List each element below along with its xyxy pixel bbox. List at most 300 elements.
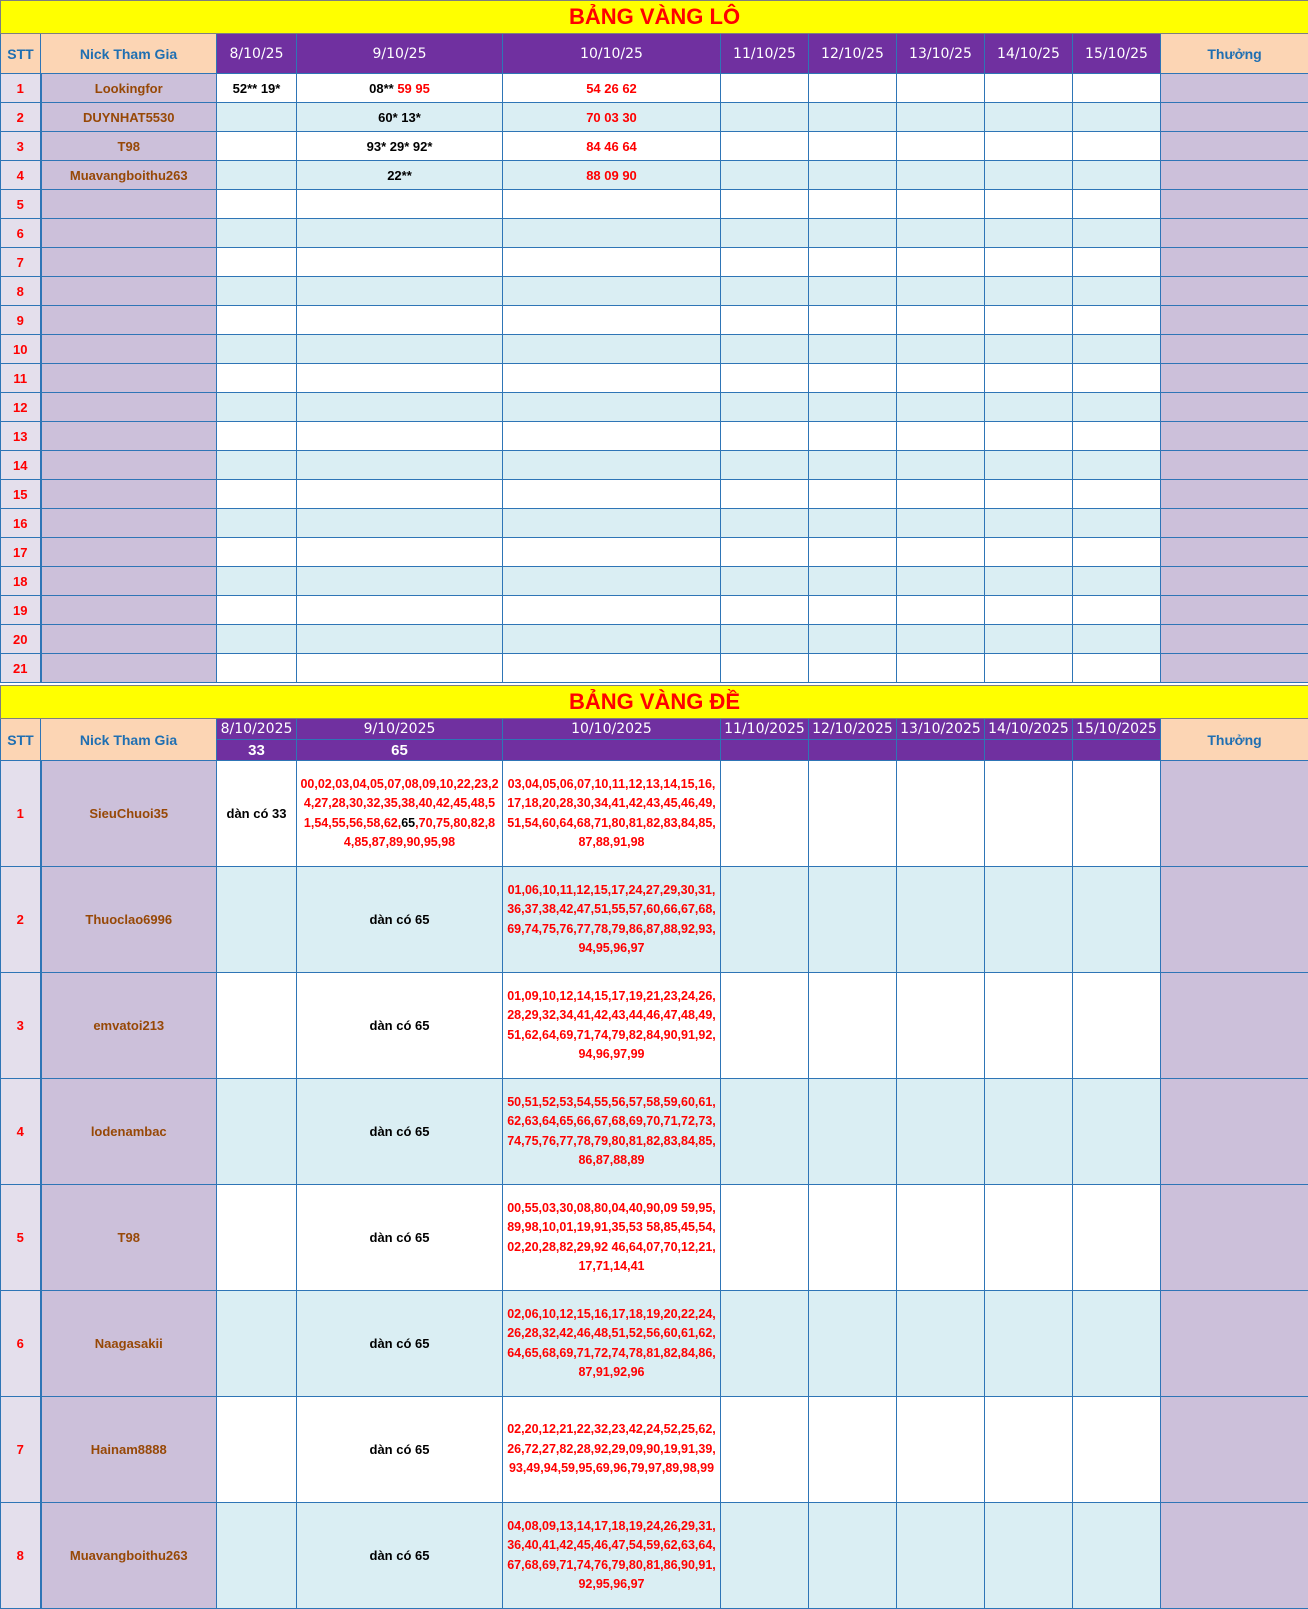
thuong-header: Thưởng — [1161, 719, 1308, 761]
pick-cell — [1073, 161, 1161, 190]
pick-cell — [897, 538, 985, 567]
pick-cell — [721, 480, 809, 509]
pick-cell — [1073, 103, 1161, 132]
pick-cell — [897, 248, 985, 277]
nick-cell — [41, 364, 217, 393]
pick-cell — [809, 422, 897, 451]
nick-cell — [41, 654, 217, 683]
pick-cell — [297, 480, 503, 509]
table-row — [1, 1397, 1308, 1503]
pick-cell — [985, 538, 1073, 567]
row-number: 2 — [1, 103, 41, 132]
pick-cell: dàn có 65 — [297, 1079, 503, 1185]
pick-cell — [721, 422, 809, 451]
table-row — [1, 480, 1308, 509]
pick-cell: dàn có 33 — [217, 761, 297, 867]
date-header: 13/10/2025 — [897, 719, 985, 740]
pick-cell — [217, 248, 297, 277]
pick-cell — [1073, 1079, 1161, 1185]
pick-cell — [217, 451, 297, 480]
pick-cell — [985, 74, 1073, 103]
nick-cell — [41, 248, 217, 277]
pick-cell — [503, 538, 721, 567]
nick-cell — [41, 393, 217, 422]
pick-cell: 02,06,10,12,15,16,17,18,19,20,22,24,26,28,32,42,46,48,51,52,56,60,61,62,64,65,68,69,71,72,74,78,81,82,84,86,87,91,92,96 — [503, 1291, 721, 1397]
thuong-cell — [1161, 567, 1308, 596]
pick-cell — [503, 509, 721, 538]
table-row — [1, 567, 1308, 596]
pick-cell — [1073, 335, 1161, 364]
pick-cell — [1073, 74, 1161, 103]
nick-cell: T98 — [41, 1185, 217, 1291]
row-number: 21 — [1, 654, 41, 683]
table-row — [1, 509, 1308, 538]
row-number: 5 — [1, 1185, 41, 1291]
pick-cell — [897, 1291, 985, 1397]
table-row — [1, 248, 1308, 277]
row-number: 5 — [1, 190, 41, 219]
date-header: 15/10/2025 — [1073, 719, 1161, 740]
pick-cell: 04,08,09,13,14,17,18,19,24,26,29,31,36,40,41,42,45,46,47,54,59,62,63,64,67,68,69,71,74,76,79,80,81,86,90,91,92,95,96,97 — [503, 1503, 721, 1609]
pick-part: 22** — [387, 168, 412, 183]
pick-cell — [985, 219, 1073, 248]
pick-cell — [217, 625, 297, 654]
pick-cell — [809, 335, 897, 364]
pick-cell: 84 46 64 — [503, 132, 721, 161]
pick-cell — [297, 451, 503, 480]
pick-cell — [217, 306, 297, 335]
pick-cell — [503, 335, 721, 364]
result-cell: 33 — [217, 740, 297, 761]
pick-cell — [217, 1397, 297, 1503]
row-number: 2 — [1, 867, 41, 973]
pick-cell — [985, 190, 1073, 219]
pick-cell: 88 09 90 — [503, 161, 721, 190]
nick-cell: Hainam8888 — [41, 1397, 217, 1503]
pick-part: 00,02,03,04,05,07,08,09,10,22,23,24,27,28,30,32,35,38,40,42,45,48,51,54,55,56,58,62, — [300, 777, 498, 830]
pick-cell — [985, 480, 1073, 509]
pick-cell: 03,04,05,06,07,10,11,12,13,14,15,16,17,18,20,28,30,34,41,42,43,45,46,49,51,54,60,64,68,71,80,81,82,83,84,85,87,88,91,98 — [503, 761, 721, 867]
pick-cell — [297, 538, 503, 567]
table-row — [1, 538, 1308, 567]
pick-cell — [809, 277, 897, 306]
table-row — [1, 74, 1308, 103]
pick-cell — [809, 596, 897, 625]
row-number: 18 — [1, 567, 41, 596]
pick-cell — [217, 1291, 297, 1397]
pick-cell — [985, 306, 1073, 335]
date-header: 12/10/25 — [809, 34, 897, 74]
date-header: 14/10/2025 — [985, 719, 1073, 740]
pick-cell: 02,20,12,21,22,32,23,42,24,52,25,62,26,72,27,82,28,92,29,09,90,19,91,39,93,49,94,59,95,69,96,79,97,89,98,99 — [503, 1397, 721, 1503]
pick-cell — [217, 190, 297, 219]
thuong-cell — [1161, 451, 1308, 480]
pick-cell — [985, 364, 1073, 393]
thuong-cell — [1161, 422, 1308, 451]
nick-cell: Naagasakii — [41, 1291, 217, 1397]
pick-cell — [297, 761, 503, 867]
pick-cell — [217, 1079, 297, 1185]
table-row — [1, 306, 1308, 335]
pick-cell — [503, 422, 721, 451]
table-row — [1, 973, 1308, 1079]
pick-cell — [721, 1503, 809, 1609]
pick-cell: 50,51,52,53,54,55,56,57,58,59,60,61,62,63,64,65,66,67,68,69,70,71,72,73,74,75,76,77,78,79,80,81,82,83,84,85,86,87,88,89 — [503, 1079, 721, 1185]
nick-cell — [41, 451, 217, 480]
pick-cell: dàn có 65 — [297, 1503, 503, 1609]
date-header: 10/10/2025 — [503, 719, 721, 740]
pick-cell — [721, 509, 809, 538]
row-number: 15 — [1, 480, 41, 509]
pick-cell — [503, 625, 721, 654]
nick-cell — [41, 335, 217, 364]
nick-header: Nick Tham Gia — [41, 34, 217, 74]
pick-cell — [985, 277, 1073, 306]
nick-cell: Muavangboithu263 — [41, 161, 217, 190]
pick-cell — [297, 509, 503, 538]
pick-cell — [297, 248, 503, 277]
pick-part: 93* 29* 92* — [367, 139, 433, 154]
nick-cell — [41, 567, 217, 596]
pick-cell — [1073, 596, 1161, 625]
pick-cell: 00,55,03,30,08,80,04,40,90,09 59,95,89,98,10,01,19,91,35,53 58,85,45,54,02,20,28,82,29,92 46,64,07,70,12,21,17,71,14,41 — [503, 1185, 721, 1291]
row-number: 16 — [1, 509, 41, 538]
pick-cell — [503, 306, 721, 335]
pick-cell — [1073, 364, 1161, 393]
pick-cell — [897, 219, 985, 248]
date-header: 11/10/2025 — [721, 719, 809, 740]
thuong-cell — [1161, 1079, 1308, 1185]
thuong-cell — [1161, 973, 1308, 1079]
pick-cell — [1073, 277, 1161, 306]
thuong-cell — [1161, 364, 1308, 393]
pick-cell — [985, 248, 1073, 277]
lo-title: BẢNG VÀNG LÔ — [1, 1, 1308, 34]
row-number: 6 — [1, 219, 41, 248]
row-number: 9 — [1, 306, 41, 335]
pick-cell — [721, 596, 809, 625]
pick-cell — [217, 161, 297, 190]
pick-cell — [721, 1397, 809, 1503]
pick-cell — [217, 654, 297, 683]
row-number: 13 — [1, 422, 41, 451]
pick-cell — [897, 480, 985, 509]
pick-cell — [809, 132, 897, 161]
pick-cell — [897, 625, 985, 654]
pick-cell — [721, 219, 809, 248]
nick-cell — [41, 277, 217, 306]
pick-cell — [217, 973, 297, 1079]
pick-cell — [217, 422, 297, 451]
pick-cell — [1073, 422, 1161, 451]
pick-hit: 65 — [401, 816, 415, 830]
pick-cell — [897, 567, 985, 596]
row-number: 12 — [1, 393, 41, 422]
pick-cell — [721, 277, 809, 306]
table-row — [1, 1079, 1308, 1185]
pick-cell — [1073, 306, 1161, 335]
pick-cell — [809, 103, 897, 132]
nick-cell — [41, 596, 217, 625]
pick-cell — [297, 190, 503, 219]
nick-cell: Thuoclao6996 — [41, 867, 217, 973]
pick-cell — [1073, 1291, 1161, 1397]
pick-cell — [809, 306, 897, 335]
pick-cell — [503, 248, 721, 277]
pick-cell — [897, 393, 985, 422]
date-header: 9/10/25 — [297, 34, 503, 74]
table-row — [1, 219, 1308, 248]
pick-cell — [809, 393, 897, 422]
result-cell — [503, 740, 721, 761]
pick-cell — [809, 1503, 897, 1609]
pick-cell — [721, 103, 809, 132]
lo-table — [0, 0, 1308, 683]
pick-cell — [809, 1291, 897, 1397]
thuong-cell — [1161, 761, 1308, 867]
nick-cell — [41, 190, 217, 219]
pick-cell — [897, 451, 985, 480]
date-header: 9/10/2025 — [297, 719, 503, 740]
pick-cell — [217, 132, 297, 161]
table-row — [1, 1291, 1308, 1397]
pick-cell — [985, 103, 1073, 132]
pick-cell — [503, 480, 721, 509]
date-header: 10/10/25 — [503, 34, 721, 74]
pick-cell — [985, 509, 1073, 538]
pick-cell — [297, 132, 503, 161]
thuong-cell — [1161, 103, 1308, 132]
pick-cell — [897, 306, 985, 335]
pick-cell — [1073, 1185, 1161, 1291]
nick-cell: Lookingfor — [41, 74, 217, 103]
pick-cell — [809, 1185, 897, 1291]
nick-cell — [41, 219, 217, 248]
pick-cell — [297, 219, 503, 248]
result-cell — [897, 740, 985, 761]
pick-cell — [1073, 393, 1161, 422]
pick-cell — [809, 161, 897, 190]
de-table — [0, 685, 1308, 1609]
thuong-cell — [1161, 1185, 1308, 1291]
row-number: 20 — [1, 625, 41, 654]
row-number: 10 — [1, 335, 41, 364]
date-header: 14/10/25 — [985, 34, 1073, 74]
nick-cell — [41, 422, 217, 451]
pick-cell — [985, 451, 1073, 480]
pick-cell — [217, 480, 297, 509]
nick-cell: emvatoi213 — [41, 973, 217, 1079]
pick-cell — [297, 567, 503, 596]
table-row — [1, 393, 1308, 422]
table-row — [1, 103, 1308, 132]
thuong-cell — [1161, 248, 1308, 277]
pick-cell — [985, 867, 1073, 973]
pick-cell — [897, 509, 985, 538]
nick-cell — [41, 625, 217, 654]
pick-cell — [297, 422, 503, 451]
row-number: 7 — [1, 1397, 41, 1503]
pick-cell — [809, 1079, 897, 1185]
pick-cell — [297, 393, 503, 422]
thuong-cell — [1161, 1503, 1308, 1609]
pick-cell — [217, 867, 297, 973]
pick-cell — [503, 190, 721, 219]
pick-cell — [809, 509, 897, 538]
pick-cell — [985, 1185, 1073, 1291]
pick-cell — [721, 161, 809, 190]
pick-cell — [985, 761, 1073, 867]
pick-cell — [297, 625, 503, 654]
pick-cell — [897, 132, 985, 161]
table-row — [1, 277, 1308, 306]
nick-cell: SieuChuoi35 — [41, 761, 217, 867]
pick-cell — [1073, 761, 1161, 867]
pick-cell — [217, 364, 297, 393]
pick-cell — [297, 74, 503, 103]
table-row — [1, 364, 1308, 393]
pick-cell — [985, 422, 1073, 451]
pick-cell — [1073, 538, 1161, 567]
table-row — [1, 1503, 1308, 1609]
pick-cell — [721, 567, 809, 596]
de-title: BẢNG VÀNG ĐỀ — [1, 686, 1308, 719]
pick-cell: 01,06,10,11,12,15,17,24,27,29,30,31,36,37,38,42,47,51,55,57,60,66,67,68,69,74,75,76,77,78,79,86,87,88,92,93,94,95,96,97 — [503, 867, 721, 973]
pick-cell — [897, 761, 985, 867]
pick-cell — [721, 761, 809, 867]
pick-cell — [503, 219, 721, 248]
pick-cell — [217, 509, 297, 538]
pick-cell — [721, 625, 809, 654]
pick-cell — [1073, 248, 1161, 277]
pick-cell — [985, 1291, 1073, 1397]
pick-part: 60* 13* — [378, 110, 421, 125]
thuong-cell — [1161, 219, 1308, 248]
pick-cell — [985, 335, 1073, 364]
pick-cell — [297, 306, 503, 335]
row-number: 8 — [1, 277, 41, 306]
nick-cell — [41, 538, 217, 567]
thuong-cell — [1161, 335, 1308, 364]
date-header: 11/10/25 — [721, 34, 809, 74]
result-cell — [1073, 740, 1161, 761]
pick-cell — [721, 451, 809, 480]
result-cell — [809, 740, 897, 761]
pick-cell — [721, 1185, 809, 1291]
pick-cell — [217, 219, 297, 248]
nick-header: Nick Tham Gia — [41, 719, 217, 761]
pick-cell: dàn có 65 — [297, 973, 503, 1079]
thuong-cell — [1161, 393, 1308, 422]
pick-cell — [1073, 451, 1161, 480]
row-number: 4 — [1, 1079, 41, 1185]
pick-part: ,70,75,80,82,84,85,87,89,90,95,98 — [344, 816, 495, 850]
pick-cell — [1073, 509, 1161, 538]
pick-cell — [897, 190, 985, 219]
pick-cell — [1073, 132, 1161, 161]
pick-cell — [809, 973, 897, 1079]
table-row — [1, 867, 1308, 973]
thuong-cell — [1161, 277, 1308, 306]
thuong-cell — [1161, 509, 1308, 538]
pick-cell: 01,09,10,12,14,15,17,19,21,23,24,26,28,29,32,34,41,42,43,44,46,47,48,49,51,62,64,69,71,74,79,82,84,90,91,92,94,96,97,99 — [503, 973, 721, 1079]
table-row — [1, 190, 1308, 219]
pick-cell — [809, 1397, 897, 1503]
row-number: 7 — [1, 248, 41, 277]
pick-part: 08** — [369, 81, 397, 96]
pick-cell — [721, 364, 809, 393]
row-number: 19 — [1, 596, 41, 625]
pick-cell — [809, 74, 897, 103]
pick-cell: 54 26 62 — [503, 74, 721, 103]
pick-cell — [721, 973, 809, 1079]
pick-cell: dàn có 65 — [297, 867, 503, 973]
pick-cell — [217, 596, 297, 625]
pick-cell — [897, 422, 985, 451]
thuong-cell — [1161, 74, 1308, 103]
row-number: 4 — [1, 161, 41, 190]
table-row — [1, 654, 1308, 683]
pick-cell — [503, 567, 721, 596]
pick-cell — [985, 1397, 1073, 1503]
table-row — [1, 1185, 1308, 1291]
pick-cell — [897, 1397, 985, 1503]
pick-cell — [503, 277, 721, 306]
pick-cell — [297, 364, 503, 393]
table-row — [1, 451, 1308, 480]
pick-cell — [897, 335, 985, 364]
pick-cell — [985, 132, 1073, 161]
result-cell — [721, 740, 809, 761]
nick-cell: T98 — [41, 132, 217, 161]
pick-cell — [897, 103, 985, 132]
nick-cell — [41, 306, 217, 335]
pick-cell — [809, 190, 897, 219]
pick-cell — [1073, 480, 1161, 509]
pick-cell — [297, 596, 503, 625]
pick-cell — [809, 567, 897, 596]
nick-cell — [41, 509, 217, 538]
pick-cell — [809, 364, 897, 393]
table-row — [1, 161, 1308, 190]
row-number: 1 — [1, 74, 41, 103]
pick-cell — [809, 219, 897, 248]
row-number: 11 — [1, 364, 41, 393]
pick-cell: dàn có 65 — [297, 1185, 503, 1291]
thuong-cell — [1161, 161, 1308, 190]
row-number: 17 — [1, 538, 41, 567]
pick-cell — [985, 393, 1073, 422]
pick-cell — [217, 103, 297, 132]
thuong-cell — [1161, 480, 1308, 509]
pick-cell — [503, 654, 721, 683]
pick-cell — [897, 364, 985, 393]
pick-cell — [1073, 1503, 1161, 1609]
pick-cell — [897, 1185, 985, 1291]
pick-cell: dàn có 65 — [297, 1397, 503, 1503]
pick-cell — [503, 596, 721, 625]
pick-cell — [809, 248, 897, 277]
pick-cell — [985, 161, 1073, 190]
pick-cell — [297, 277, 503, 306]
pick-cell — [721, 654, 809, 683]
thuong-cell — [1161, 867, 1308, 973]
thuong-cell — [1161, 306, 1308, 335]
pick-cell — [217, 1503, 297, 1609]
pick-cell — [297, 161, 503, 190]
pick-cell — [503, 451, 721, 480]
pick-cell — [897, 161, 985, 190]
